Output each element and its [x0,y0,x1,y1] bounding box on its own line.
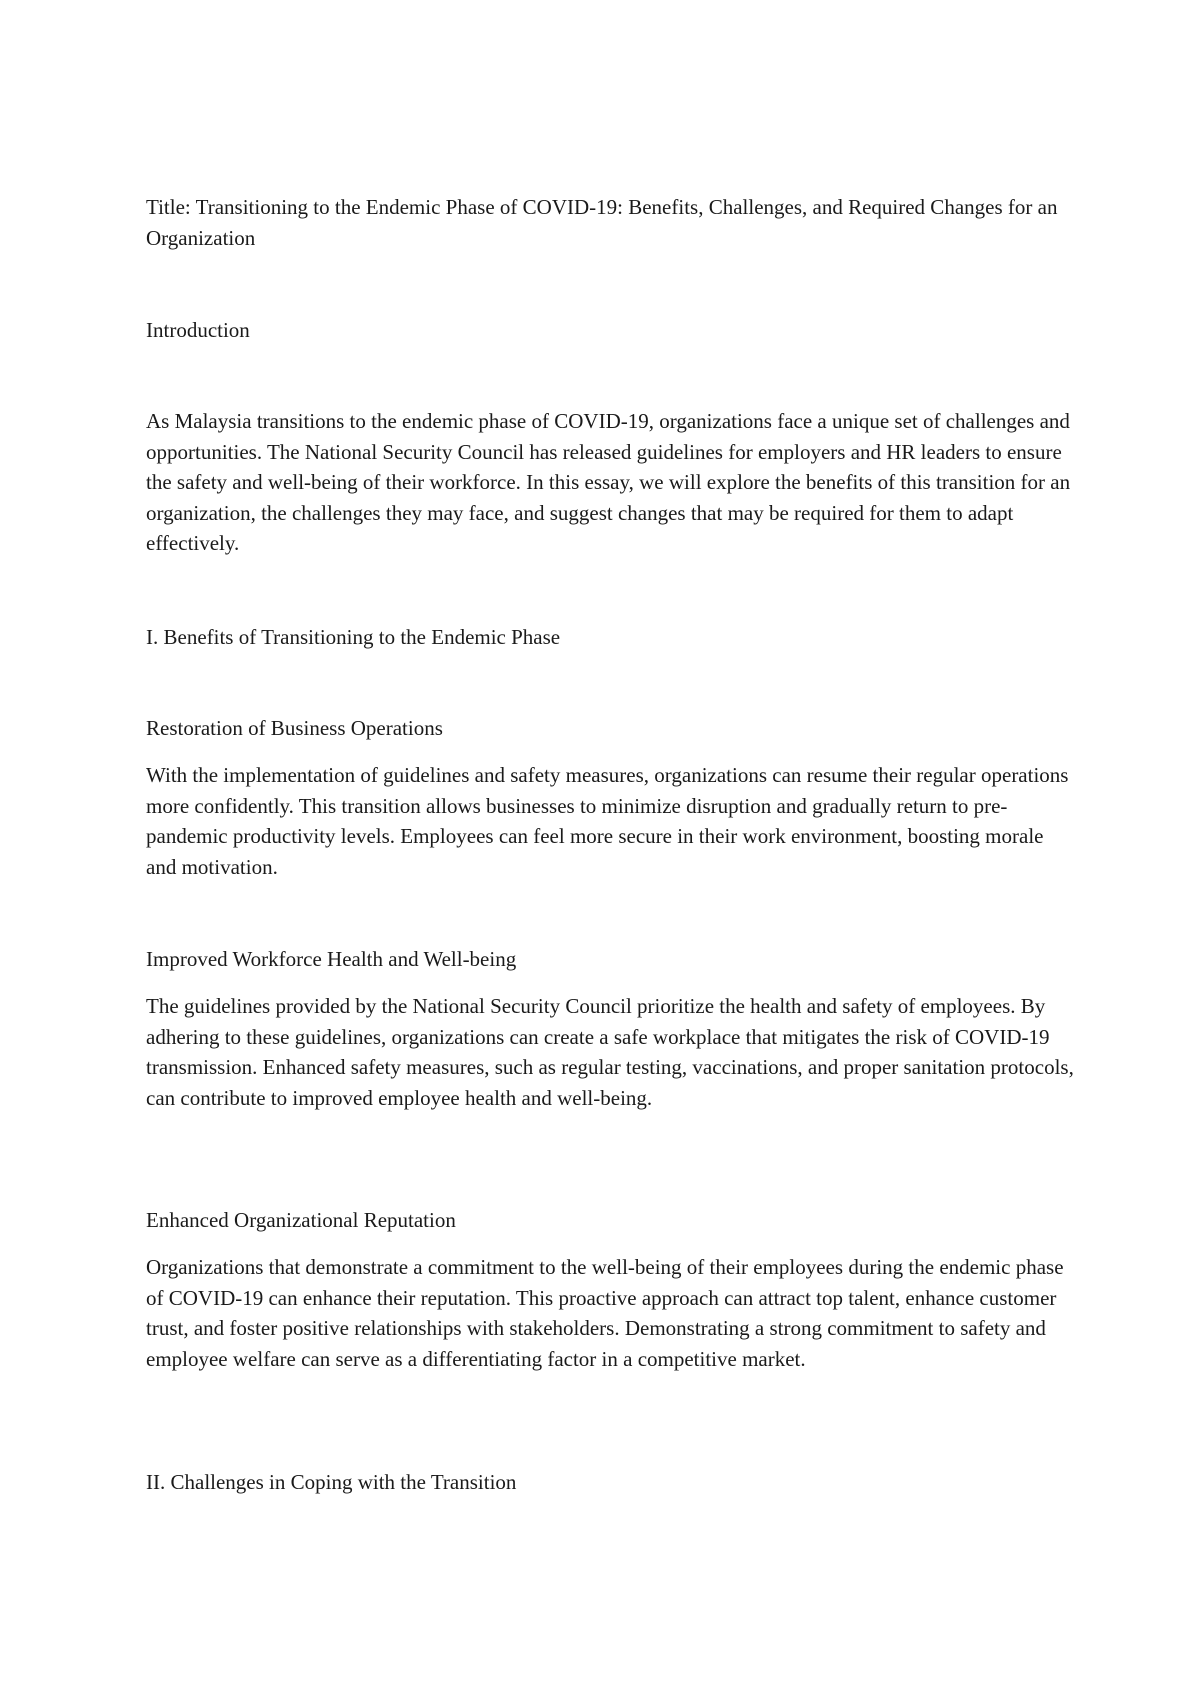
document-title: Title: Transitioning to the Endemic Phase of COVID-19: Benefits, Challenges, and Required Changes for an Organization [146,195,1058,250]
subsection-heading-restoration: Restoration of Business Operations [146,716,443,740]
subsection-heading-workforce-health: Improved Workforce Health and Well-being [146,947,517,971]
subsection-paragraph-reputation: Organizations that demonstrate a commitment to the well-being of their employees during the endemic phase of COVID-19 can enhance their reputation. This proactive approach can attract top talent, enhance customer trust, and foster positive relationships with stakeholders. Demonstrating a strong commitment to safety and employee welfare can serve as a differentiating factor in a competitive market. [146,1255,1064,1371]
subsection-heading-reputation: Enhanced Organizational Reputation [146,1208,456,1232]
introduction-heading: Introduction [146,318,250,342]
section-heading-benefits: I. Benefits of Transitioning to the Endemic Phase [146,625,561,649]
subsection-paragraph-restoration: With the implementation of guidelines and safety measures, organizations can resume their regular operations more confidently. This transition allows businesses to minimize disruption and gradually return to pre-pandemic productivity levels. Employees can feel more secure in their work environment, boosting morale and motivation. [146,763,1069,879]
section-heading-challenges: II. Challenges in Coping with the Transition [146,1470,517,1494]
subsection-paragraph-workforce-health: The guidelines provided by the National Security Council prioritize the health and safety of employees. By adhering to these guidelines, organizations can create a safe workplace that mitigates the risk of COVID-19 transmission. Enhanced safety measures, such as regular testing, vaccinations, and proper sanitation protocols, can contribute to improved employee health and well-being. [146,994,1074,1110]
introduction-paragraph: As Malaysia transitions to the endemic phase of COVID-19, organizations face a unique set of challenges and opportunities. The National Security Council has released guidelines for employers and HR leaders to ensure the safety and well-being of their workforce. In this essay, we will explore the benefits of this transition for an organization, the challenges they may face, and suggest changes that may be required for them to adapt effectively. [146,409,1071,555]
